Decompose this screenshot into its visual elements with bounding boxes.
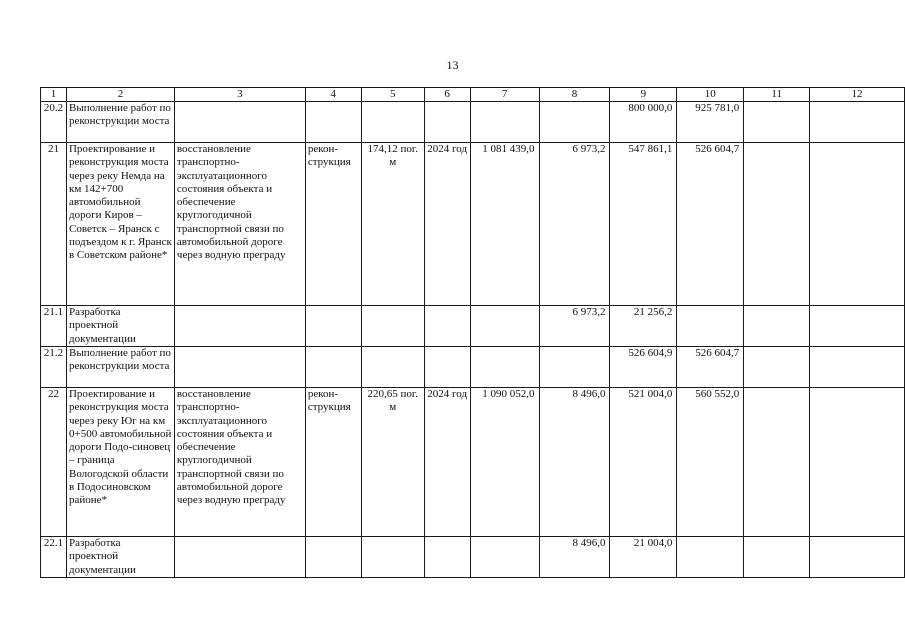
object-name: Разработка проектной документации <box>66 306 174 347</box>
amount-col-10: 526 604,7 <box>677 347 744 388</box>
capacity <box>361 537 424 578</box>
completion-year <box>424 347 470 388</box>
amount-col-10: 560 552,0 <box>677 388 744 537</box>
amount-col-12 <box>810 102 905 143</box>
amount-col-8: 8 496,0 <box>539 388 610 537</box>
row-number: 22.1 <box>41 537 67 578</box>
amount-col-8 <box>539 347 610 388</box>
amount-col-8: 6 973,2 <box>539 143 610 306</box>
table-row <box>41 102 905 143</box>
estimated-cost <box>470 537 539 578</box>
row-number: 20.2 <box>41 102 67 143</box>
amount-col-9: 526 604,9 <box>610 347 677 388</box>
capacity: 220,65 пог. м <box>361 388 424 537</box>
capacity: 174,12 пог. м <box>361 143 424 306</box>
column-number: 9 <box>610 88 677 102</box>
table-row <box>41 347 905 388</box>
capacity <box>361 347 424 388</box>
column-number-row <box>41 88 905 102</box>
table-row <box>41 143 905 306</box>
amount-col-9: 800 000,0 <box>610 102 677 143</box>
object-goal <box>174 306 305 347</box>
amount-col-9: 547 861,1 <box>610 143 677 306</box>
object-goal <box>174 537 305 578</box>
object-name: Выполнение работ по реконструкции моста <box>66 102 174 143</box>
work-type <box>305 306 361 347</box>
amount-col-8: 6 973,2 <box>539 306 610 347</box>
table-row <box>41 388 905 537</box>
column-number: 1 <box>41 88 67 102</box>
amount-col-9: 521 004,0 <box>610 388 677 537</box>
amount-col-9: 21 256,2 <box>610 306 677 347</box>
estimated-cost <box>470 102 539 143</box>
column-number: 6 <box>424 88 470 102</box>
object-name: Разработка проектной документации <box>66 537 174 578</box>
row-number: 22 <box>41 388 67 537</box>
capacity <box>361 306 424 347</box>
amount-col-9: 21 004,0 <box>610 537 677 578</box>
amount-col-10 <box>677 306 744 347</box>
estimated-cost: 1 081 439,0 <box>470 143 539 306</box>
work-type: рекон-струкция <box>305 388 361 537</box>
table-row <box>41 537 905 578</box>
amount-col-10: 925 781,0 <box>677 102 744 143</box>
completion-year <box>424 102 470 143</box>
program-table <box>40 87 905 578</box>
object-goal: восстановление транспортно-эксплуатационного состояния объекта и обеспечение круглогодичной транспортной связи по автомобильной дороге через водную преграду <box>174 143 305 306</box>
amount-col-8: 8 496,0 <box>539 537 610 578</box>
object-goal <box>174 102 305 143</box>
amount-col-10 <box>677 537 744 578</box>
row-number: 21.1 <box>41 306 67 347</box>
work-type <box>305 347 361 388</box>
amount-col-11 <box>744 537 810 578</box>
column-number: 10 <box>677 88 744 102</box>
object-name: Выполнение работ по реконструкции моста <box>66 347 174 388</box>
completion-year: 2024 год <box>424 388 470 537</box>
amount-col-12 <box>810 143 905 306</box>
estimated-cost <box>470 306 539 347</box>
work-type <box>305 537 361 578</box>
table-row <box>41 306 905 347</box>
amount-col-11 <box>744 347 810 388</box>
column-number: 3 <box>174 88 305 102</box>
amount-col-12 <box>810 347 905 388</box>
object-name: Проектирование и реконструкция моста через реку Немда на км 142+700 автомобильной дороги Киров – Советск – Яранск с подъездом к г. Яранск в Советском районе* <box>66 143 174 306</box>
object-name: Проектирование и реконструкция моста через реку Юг на км 0+500 автомобильной дороги Подо-синовец – граница Вологодской области в Подосиновском районе* <box>66 388 174 537</box>
completion-year: 2024 год <box>424 143 470 306</box>
work-type <box>305 102 361 143</box>
object-goal: восстановление транспортно-эксплуатационного состояния объекта и обеспечение круглогодичной транспортной связи по автомобильной дороге через водную преграду <box>174 388 305 537</box>
object-goal <box>174 347 305 388</box>
column-number: 2 <box>66 88 174 102</box>
column-number: 8 <box>539 88 610 102</box>
amount-col-11 <box>744 143 810 306</box>
amount-col-12 <box>810 537 905 578</box>
column-number: 7 <box>470 88 539 102</box>
amount-col-11 <box>744 306 810 347</box>
amount-col-12 <box>810 388 905 537</box>
estimated-cost: 1 090 052,0 <box>470 388 539 537</box>
column-number: 12 <box>810 88 905 102</box>
estimated-cost <box>470 347 539 388</box>
amount-col-11 <box>744 388 810 537</box>
column-number: 4 <box>305 88 361 102</box>
amount-col-12 <box>810 306 905 347</box>
amount-col-10: 526 604,7 <box>677 143 744 306</box>
work-type: рекон-струкция <box>305 143 361 306</box>
column-number: 11 <box>744 88 810 102</box>
column-number: 5 <box>361 88 424 102</box>
completion-year <box>424 306 470 347</box>
amount-col-8 <box>539 102 610 143</box>
completion-year <box>424 537 470 578</box>
amount-col-11 <box>744 102 810 143</box>
page-number: 13 <box>446 58 459 72</box>
row-number: 21.2 <box>41 347 67 388</box>
capacity <box>361 102 424 143</box>
row-number: 21 <box>41 143 67 306</box>
